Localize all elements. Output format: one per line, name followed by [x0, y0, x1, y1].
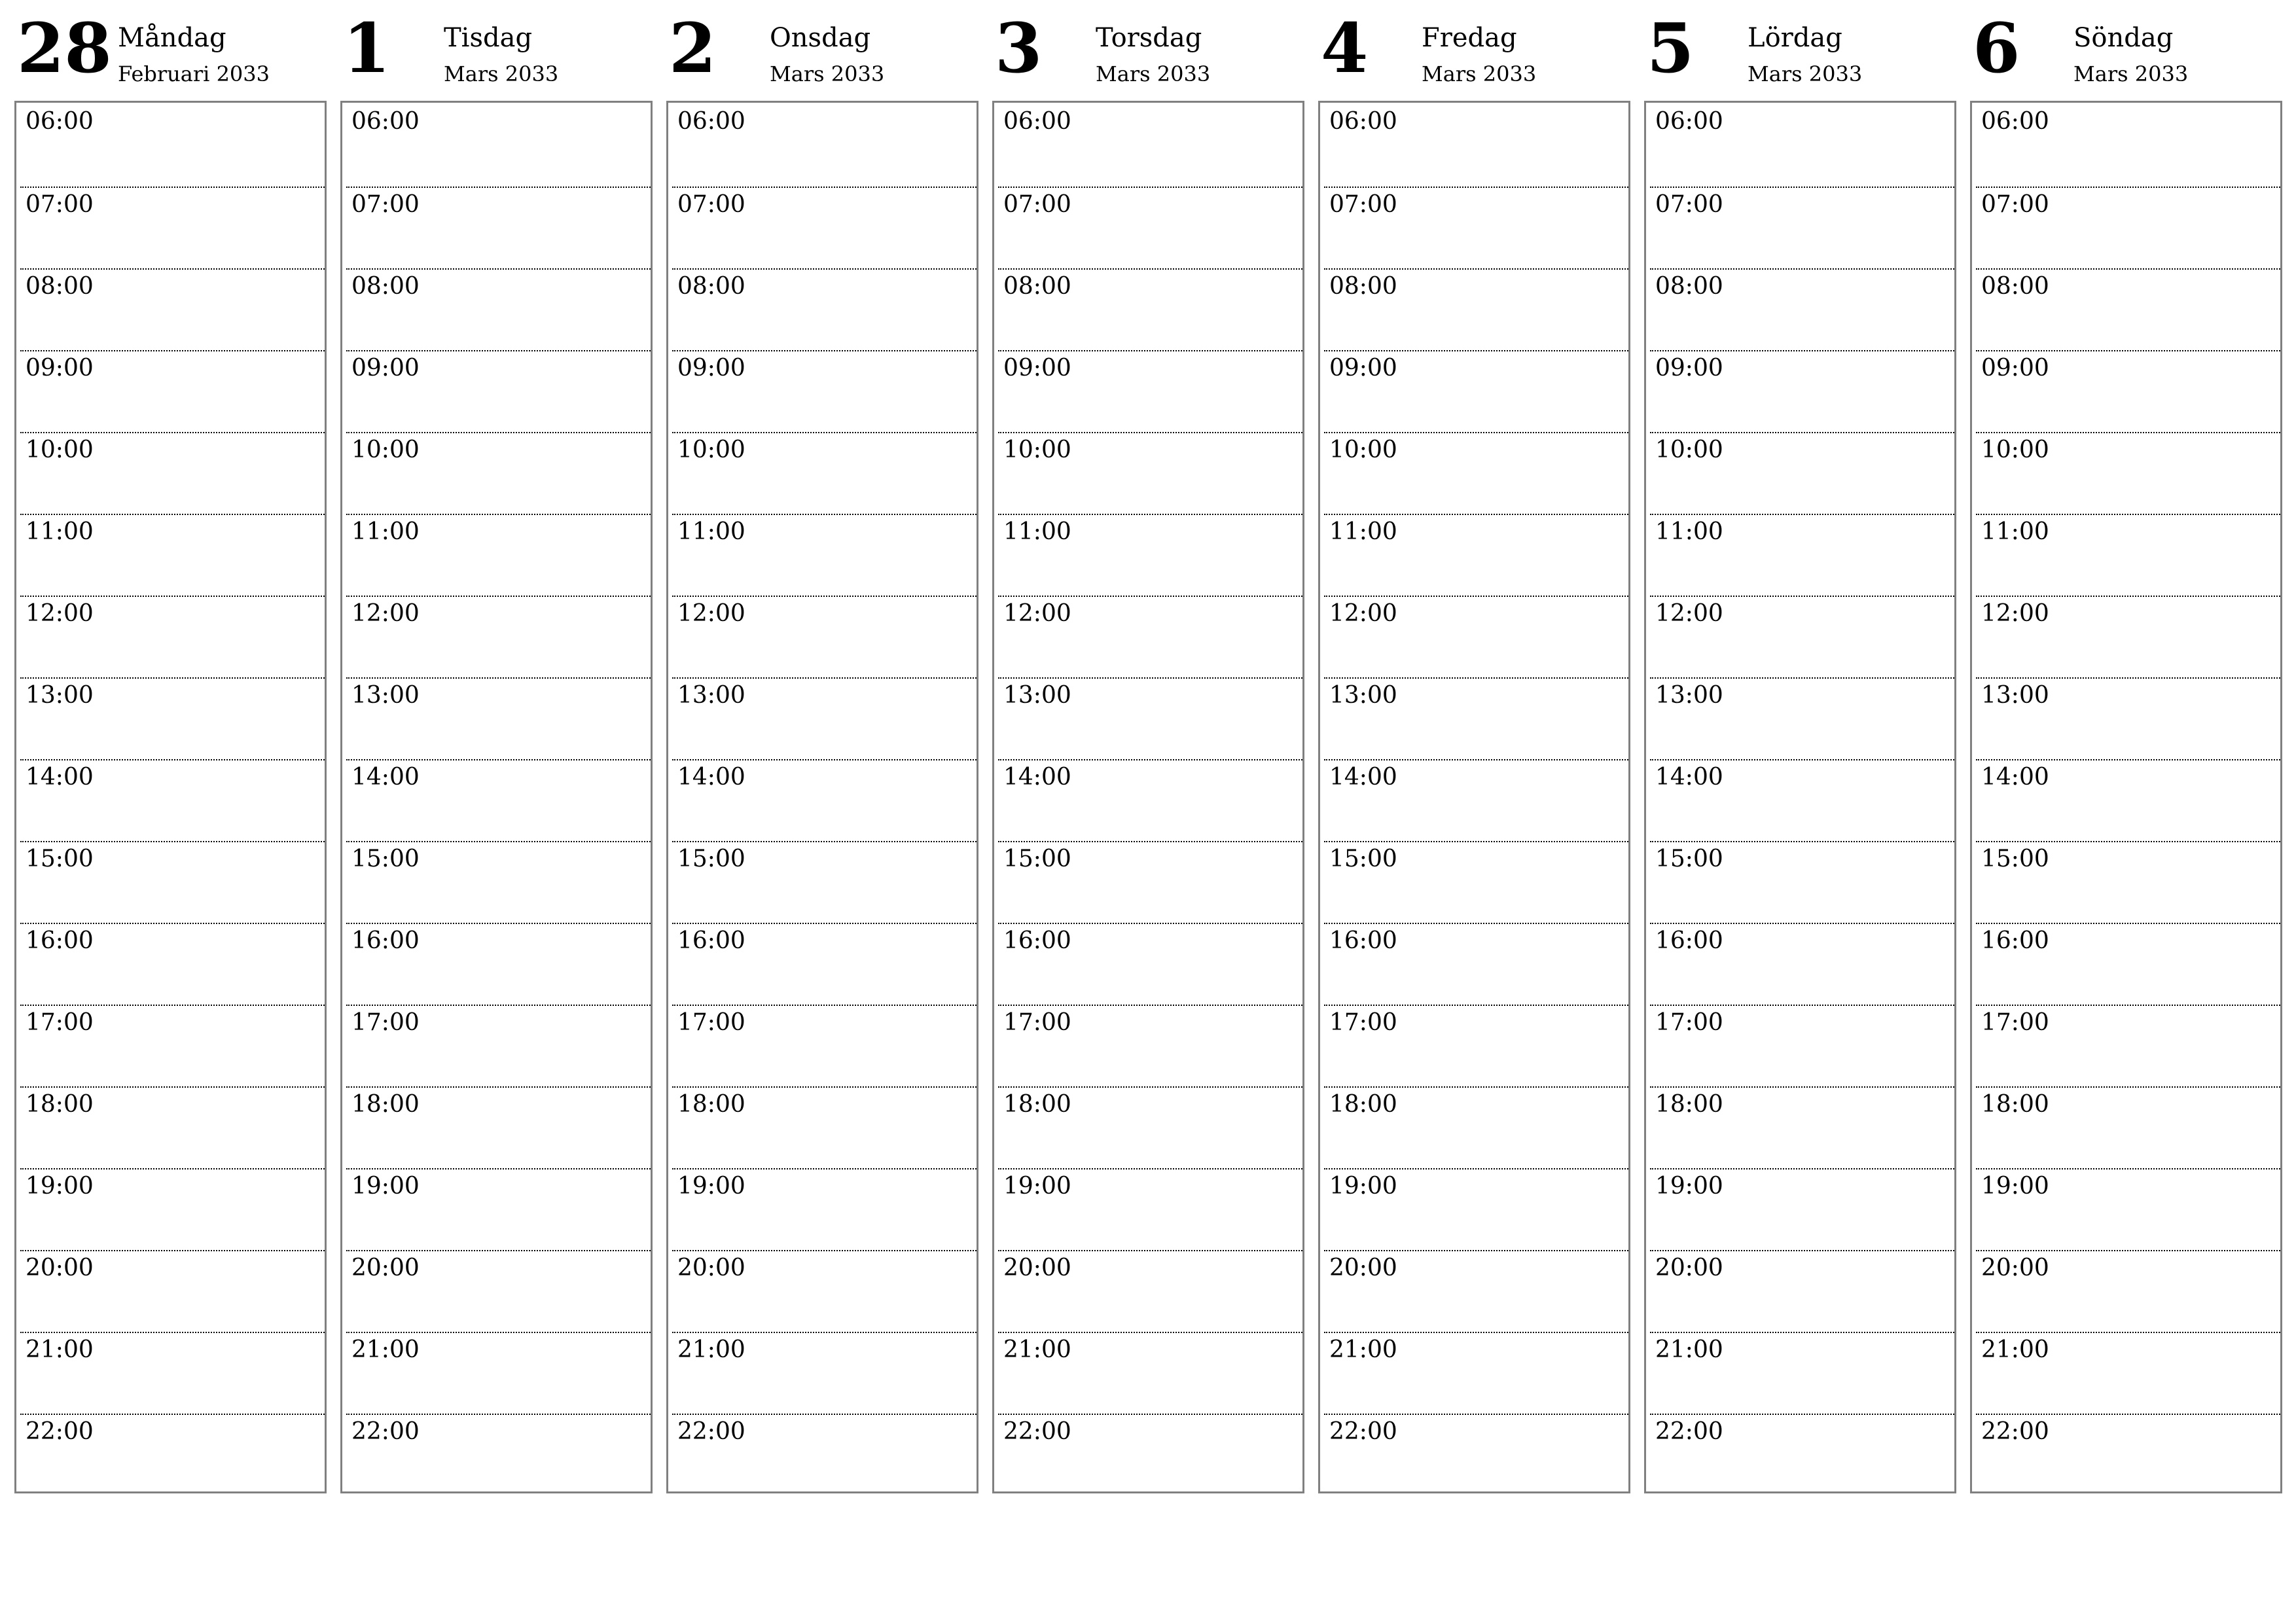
time-slot: [1324, 1250, 1628, 1332]
time-slot: [346, 105, 651, 187]
time-slot-label: 19:00: [1981, 1173, 2049, 1200]
time-slot-label: 17:00: [1981, 1009, 2049, 1036]
day-header: [1970, 0, 2282, 101]
time-slot: [1650, 841, 1954, 923]
time-slot: [346, 268, 651, 350]
time-slot-label: 22:00: [1329, 1418, 1397, 1445]
time-slot: [1976, 514, 2280, 596]
time-slot-label: 19:00: [1655, 1173, 1723, 1200]
time-slot: [1324, 105, 1628, 187]
time-slot-label: 15:00: [1329, 846, 1397, 872]
time-slot-label: 10:00: [1329, 437, 1397, 463]
time-slot-label: 16:00: [351, 927, 420, 954]
time-slot-label: 18:00: [26, 1091, 94, 1118]
time-slot-label: 06:00: [1655, 108, 1723, 135]
time-slot: [1976, 596, 2280, 677]
day-schedule-box: [992, 101, 1304, 1493]
time-slot-label: 10:00: [677, 437, 745, 463]
day-month: Mars 2033: [2073, 62, 2189, 86]
time-slot: [672, 1005, 977, 1086]
time-slot-label: 20:00: [1003, 1255, 1071, 1281]
time-slot: [346, 596, 651, 677]
day-header: [666, 0, 978, 101]
day-schedule-box: [14, 101, 327, 1493]
day-header: [992, 0, 1304, 101]
time-slot-label: 07:00: [677, 191, 745, 218]
time-slot-label: 06:00: [1981, 108, 2049, 135]
time-slot-label: 06:00: [1003, 108, 1071, 135]
time-slot: [20, 759, 325, 841]
time-slot: [672, 923, 977, 1005]
time-slot: [20, 677, 325, 759]
time-slot-label: 08:00: [677, 273, 745, 300]
time-slot-label: 16:00: [26, 927, 94, 954]
time-slot: [1976, 350, 2280, 432]
time-slot-label: 19:00: [677, 1173, 745, 1200]
day-column: [340, 0, 653, 1445]
time-slot: [1324, 841, 1628, 923]
time-slot-label: 13:00: [1329, 682, 1397, 709]
time-slot-label: 06:00: [677, 108, 745, 135]
time-slot: [346, 1414, 651, 1495]
time-slot: [998, 105, 1302, 187]
time-slot-label: 08:00: [1329, 273, 1397, 300]
time-slot-label: 21:00: [1981, 1336, 2049, 1363]
time-slot: [1976, 677, 2280, 759]
time-slot-label: 11:00: [1329, 518, 1397, 545]
time-slot-label: 10:00: [351, 437, 420, 463]
time-slot-label: 15:00: [1003, 846, 1071, 872]
day-weekday: Måndag: [118, 23, 226, 53]
time-slot: [1650, 350, 1954, 432]
time-slot-label: 17:00: [1003, 1009, 1071, 1036]
time-slot: [998, 841, 1302, 923]
time-slot: [1324, 923, 1628, 1005]
time-slot: [1650, 187, 1954, 268]
time-slot: [998, 514, 1302, 596]
time-slot: [1976, 1086, 2280, 1168]
time-slot: [20, 841, 325, 923]
time-slot: [1650, 514, 1954, 596]
time-slot-label: 10:00: [1981, 437, 2049, 463]
time-slot-label: 18:00: [1003, 1091, 1071, 1118]
time-slot-label: 11:00: [1981, 518, 2049, 545]
time-slot: [20, 514, 325, 596]
time-slot-label: 07:00: [351, 191, 420, 218]
time-slot-label: 14:00: [1003, 764, 1071, 791]
time-slot: [1976, 841, 2280, 923]
time-slot-label: 12:00: [1329, 600, 1397, 627]
time-slot-label: 12:00: [26, 600, 94, 627]
time-slot-label: 20:00: [351, 1255, 420, 1281]
time-slot-label: 14:00: [351, 764, 420, 791]
time-slot-label: 22:00: [1003, 1418, 1071, 1445]
time-slot-label: 18:00: [351, 1091, 420, 1118]
day-column: [1318, 0, 1630, 1445]
time-slot: [998, 1086, 1302, 1168]
time-slot: [1976, 1414, 2280, 1495]
day-month: Februari 2033: [118, 62, 270, 86]
time-slot: [20, 1168, 325, 1250]
time-slot: [672, 187, 977, 268]
time-slot: [1650, 1086, 1954, 1168]
time-slot-label: 09:00: [351, 355, 420, 382]
time-slot: [1650, 268, 1954, 350]
day-number: 4: [1321, 8, 1369, 88]
time-slot-label: 14:00: [677, 764, 745, 791]
time-slot: [1976, 1332, 2280, 1414]
time-slot-label: 18:00: [677, 1091, 745, 1118]
time-slot-label: 12:00: [1981, 600, 2049, 627]
time-slot: [1650, 1168, 1954, 1250]
time-slot-label: 11:00: [351, 518, 420, 545]
time-slot: [998, 1414, 1302, 1495]
time-slot-label: 17:00: [1655, 1009, 1723, 1036]
time-slot-label: 13:00: [677, 682, 745, 709]
time-slot: [1976, 268, 2280, 350]
time-slot-label: 13:00: [351, 682, 420, 709]
day-weekday: Lördag: [1748, 23, 1842, 53]
time-slot: [1976, 759, 2280, 841]
time-slot-label: 08:00: [26, 273, 94, 300]
time-slot-label: 14:00: [1329, 764, 1397, 791]
time-slot-label: 20:00: [26, 1255, 94, 1281]
time-slot: [998, 596, 1302, 677]
time-slot-label: 16:00: [677, 927, 745, 954]
time-slot-label: 21:00: [26, 1336, 94, 1363]
time-slot-label: 15:00: [26, 846, 94, 872]
time-slot: [346, 514, 651, 596]
time-slot: [1324, 759, 1628, 841]
time-slot: [672, 759, 977, 841]
time-slot: [20, 1414, 325, 1495]
time-slot: [20, 1005, 325, 1086]
day-schedule-box: [666, 101, 978, 1493]
day-month: Mars 2033: [444, 62, 559, 86]
time-slot: [1324, 350, 1628, 432]
time-slot-label: 13:00: [1003, 682, 1071, 709]
time-slot: [1324, 432, 1628, 514]
time-slot: [672, 1086, 977, 1168]
day-header: [1644, 0, 1956, 101]
time-slot: [1324, 596, 1628, 677]
time-slot: [1976, 923, 2280, 1005]
time-slot: [672, 432, 977, 514]
day-number: 2: [669, 8, 717, 88]
time-slot: [20, 1086, 325, 1168]
time-slot-label: 11:00: [677, 518, 745, 545]
time-slot-label: 22:00: [1655, 1418, 1723, 1445]
time-slot: [346, 1250, 651, 1332]
day-header: [1318, 0, 1630, 101]
time-slot: [346, 677, 651, 759]
time-slot-label: 08:00: [1655, 273, 1723, 300]
time-slot-label: 13:00: [1981, 682, 2049, 709]
time-slot: [346, 1168, 651, 1250]
time-slot: [346, 1086, 651, 1168]
time-slot: [1976, 432, 2280, 514]
time-slot: [998, 350, 1302, 432]
time-slot-label: 15:00: [1981, 846, 2049, 872]
time-slot-label: 17:00: [26, 1009, 94, 1036]
day-number: 6: [1973, 8, 2020, 88]
time-slot: [1324, 514, 1628, 596]
time-slot-label: 07:00: [1329, 191, 1397, 218]
time-slot: [346, 1332, 651, 1414]
time-slot: [998, 677, 1302, 759]
time-slot-label: 11:00: [1003, 518, 1071, 545]
time-slot-label: 19:00: [1329, 1173, 1397, 1200]
time-slot: [1650, 1332, 1954, 1414]
time-slot-label: 08:00: [351, 273, 420, 300]
time-slot-label: 11:00: [1655, 518, 1723, 545]
time-slot: [1650, 1250, 1954, 1332]
time-slot-label: 12:00: [1655, 600, 1723, 627]
time-slot-label: 20:00: [1329, 1255, 1397, 1281]
time-slot-label: 06:00: [1329, 108, 1397, 135]
day-weekday: Onsdag: [770, 23, 871, 53]
time-slot-label: 21:00: [1655, 1336, 1723, 1363]
time-slot-label: 14:00: [26, 764, 94, 791]
time-slot: [1324, 1332, 1628, 1414]
time-slot: [1324, 677, 1628, 759]
time-slot: [998, 1332, 1302, 1414]
time-slot: [1976, 1250, 2280, 1332]
day-number: 5: [1647, 8, 1695, 88]
time-slot-label: 06:00: [351, 108, 420, 135]
time-slot: [1650, 923, 1954, 1005]
time-slot: [1324, 1005, 1628, 1086]
day-month: Mars 2033: [770, 62, 885, 86]
day-number: 1: [343, 8, 391, 88]
time-slot: [672, 1332, 977, 1414]
time-slot-label: 20:00: [677, 1255, 745, 1281]
time-slot: [1650, 105, 1954, 187]
time-slot: [998, 923, 1302, 1005]
time-slot-label: 19:00: [1003, 1173, 1071, 1200]
time-slot: [998, 1250, 1302, 1332]
time-slot-label: 19:00: [26, 1173, 94, 1200]
time-slot-label: 17:00: [1329, 1009, 1397, 1036]
time-slot-label: 09:00: [1003, 355, 1071, 382]
day-column: [666, 0, 978, 1445]
time-slot-label: 18:00: [1981, 1091, 2049, 1118]
time-slot: [1650, 1414, 1954, 1495]
time-slot: [998, 759, 1302, 841]
time-slot-label: 10:00: [1003, 437, 1071, 463]
time-slot: [20, 105, 325, 187]
time-slot: [998, 432, 1302, 514]
time-slot-label: 15:00: [677, 846, 745, 872]
time-slot: [672, 841, 977, 923]
time-slot-label: 13:00: [26, 682, 94, 709]
time-slot-label: 08:00: [1003, 273, 1071, 300]
time-slot: [672, 677, 977, 759]
time-slot-label: 10:00: [26, 437, 94, 463]
day-header: [14, 0, 327, 101]
time-slot-label: 09:00: [26, 355, 94, 382]
time-slot: [346, 432, 651, 514]
time-slot: [20, 1250, 325, 1332]
time-slot: [346, 841, 651, 923]
time-slot: [346, 759, 651, 841]
day-weekday: Fredag: [1422, 23, 1517, 53]
time-slot: [346, 1005, 651, 1086]
time-slot: [20, 596, 325, 677]
time-slot: [1324, 1414, 1628, 1495]
day-month: Mars 2033: [1422, 62, 1537, 86]
day-month: Mars 2033: [1748, 62, 1863, 86]
day-month: Mars 2033: [1096, 62, 1211, 86]
time-slot-label: 09:00: [1329, 355, 1397, 382]
day-schedule-box: [1644, 101, 1956, 1493]
time-slot-label: 14:00: [1655, 764, 1723, 791]
time-slot: [1976, 1168, 2280, 1250]
time-slot: [672, 350, 977, 432]
time-slot: [1324, 187, 1628, 268]
day-weekday: Söndag: [2073, 23, 2174, 53]
day-number: 28: [17, 8, 112, 88]
time-slot-label: 20:00: [1655, 1255, 1723, 1281]
time-slot-label: 21:00: [1329, 1336, 1397, 1363]
time-slot-label: 07:00: [1981, 191, 2049, 218]
time-slot-label: 22:00: [351, 1418, 420, 1445]
time-slot-label: 06:00: [26, 108, 94, 135]
time-slot-label: 21:00: [351, 1336, 420, 1363]
time-slot-label: 21:00: [677, 1336, 745, 1363]
time-slot: [672, 1414, 977, 1495]
day-column: [992, 0, 1304, 1445]
time-slot-label: 09:00: [677, 355, 745, 382]
time-slot: [346, 187, 651, 268]
time-slot-label: 11:00: [26, 518, 94, 545]
time-slot-label: 17:00: [351, 1009, 420, 1036]
time-slot: [1650, 759, 1954, 841]
time-slot: [1650, 1005, 1954, 1086]
time-slot: [672, 268, 977, 350]
time-slot-label: 13:00: [1655, 682, 1723, 709]
time-slot-label: 22:00: [26, 1418, 94, 1445]
time-slot-label: 19:00: [351, 1173, 420, 1200]
time-slot: [1650, 596, 1954, 677]
day-schedule-box: [340, 101, 653, 1493]
day-column: [14, 0, 327, 1445]
time-slot: [20, 923, 325, 1005]
time-slot: [1976, 187, 2280, 268]
time-slot: [998, 1005, 1302, 1086]
time-slot: [998, 1168, 1302, 1250]
time-slot: [346, 350, 651, 432]
time-slot: [1324, 268, 1628, 350]
time-slot: [20, 350, 325, 432]
time-slot: [998, 187, 1302, 268]
time-slot: [1324, 1086, 1628, 1168]
time-slot: [20, 268, 325, 350]
time-slot: [20, 187, 325, 268]
time-slot: [998, 268, 1302, 350]
time-slot: [1976, 1005, 2280, 1086]
time-slot: [346, 923, 651, 1005]
time-slot-label: 08:00: [1981, 273, 2049, 300]
time-slot-label: 22:00: [677, 1418, 745, 1445]
time-slot-label: 17:00: [677, 1009, 745, 1036]
time-slot: [672, 1250, 977, 1332]
day-weekday: Tisdag: [444, 23, 533, 53]
time-slot: [672, 514, 977, 596]
day-column: [1644, 0, 1956, 1445]
time-slot-label: 07:00: [1003, 191, 1071, 218]
time-slot-label: 07:00: [26, 191, 94, 218]
time-slot-label: 22:00: [1981, 1418, 2049, 1445]
time-slot-label: 21:00: [1003, 1336, 1071, 1363]
time-slot-label: 15:00: [351, 846, 420, 872]
time-slot-label: 12:00: [351, 600, 420, 627]
time-slot: [672, 105, 977, 187]
time-slot: [1976, 105, 2280, 187]
time-slot-label: 09:00: [1981, 355, 2049, 382]
time-slot-label: 18:00: [1655, 1091, 1723, 1118]
time-slot: [20, 432, 325, 514]
day-schedule-box: [1318, 101, 1630, 1493]
time-slot-label: 15:00: [1655, 846, 1723, 872]
time-slot: [1650, 432, 1954, 514]
time-slot-label: 09:00: [1655, 355, 1723, 382]
time-slot-label: 18:00: [1329, 1091, 1397, 1118]
day-weekday: Torsdag: [1096, 23, 1202, 53]
time-slot-label: 10:00: [1655, 437, 1723, 463]
time-slot-label: 20:00: [1981, 1255, 2049, 1281]
time-slot-label: 16:00: [1655, 927, 1723, 954]
time-slot-label: 16:00: [1003, 927, 1071, 954]
time-slot-label: 16:00: [1981, 927, 2049, 954]
time-slot: [1650, 677, 1954, 759]
day-number: 3: [995, 8, 1043, 88]
time-slot-label: 07:00: [1655, 191, 1723, 218]
day-header: [340, 0, 653, 101]
time-slot-label: 12:00: [1003, 600, 1071, 627]
time-slot-label: 16:00: [1329, 927, 1397, 954]
day-schedule-box: [1970, 101, 2282, 1493]
time-slot: [672, 596, 977, 677]
time-slot-label: 12:00: [677, 600, 745, 627]
time-slot: [1324, 1168, 1628, 1250]
time-slot: [672, 1168, 977, 1250]
time-slot: [20, 1332, 325, 1414]
time-slot-label: 14:00: [1981, 764, 2049, 791]
day-column: [1970, 0, 2282, 1445]
